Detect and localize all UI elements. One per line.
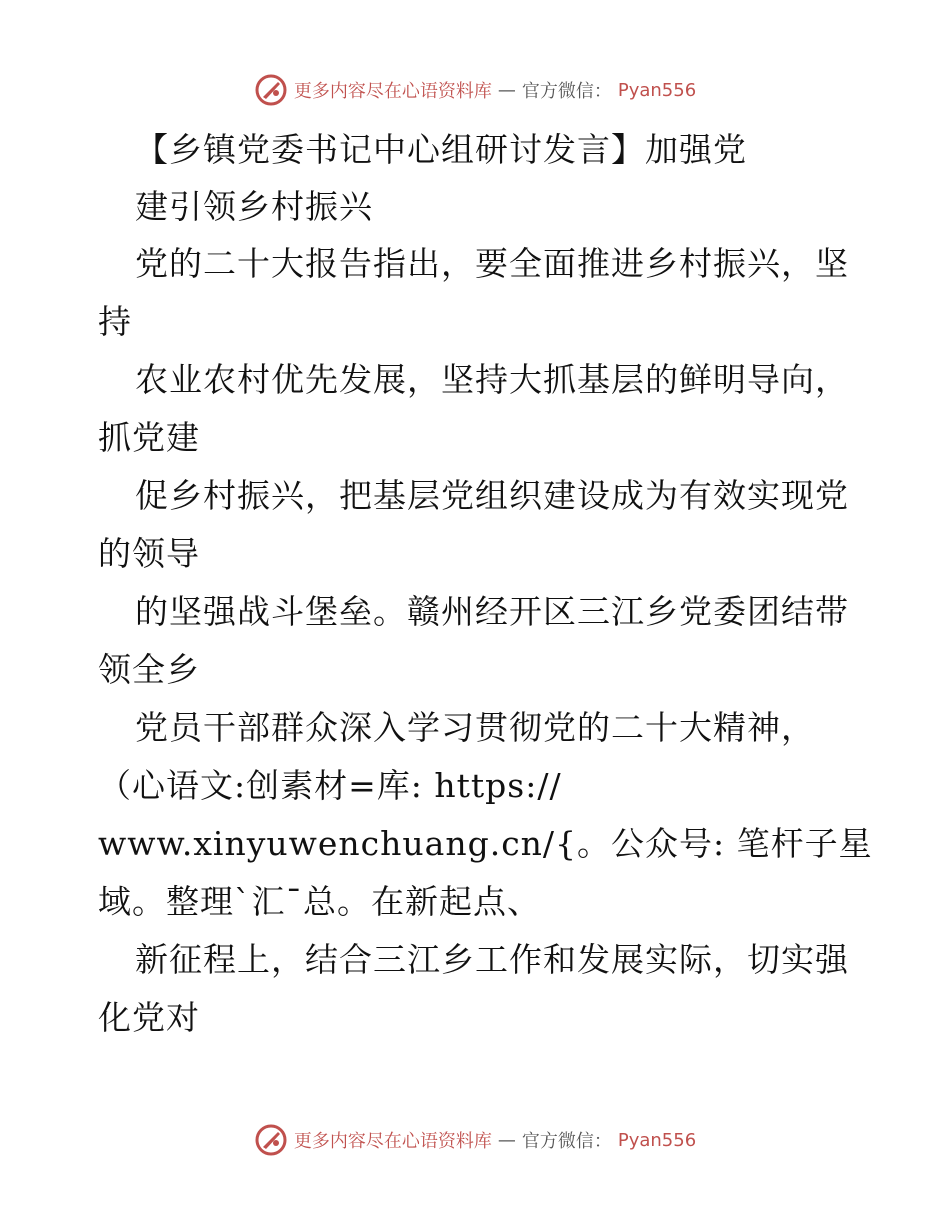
quill-seal-icon bbox=[254, 1123, 288, 1157]
document-title-line-1: 【乡镇党委书记中心组研讨发言】加强党 bbox=[135, 130, 747, 169]
paragraph-line: 新征程上，结合三江乡工作和发展实际，切实强 bbox=[135, 940, 849, 979]
paragraph-line: 农业农村优先发展，坚持大抓基层的鲜明导向， bbox=[135, 360, 849, 399]
paragraph-line: 党员干部群众深入学习贯彻党的二十大精神， bbox=[135, 708, 815, 747]
paragraph-line: 化党对 bbox=[98, 998, 200, 1037]
document-title-line-2: 建引领乡村振兴 bbox=[135, 187, 373, 226]
paragraph-line: 抓党建 bbox=[98, 418, 200, 457]
paragraph-line: 域。整理`汇¯总。在新起点、 bbox=[98, 882, 541, 921]
watermark-official-label: 官方微信： bbox=[521, 81, 612, 102]
watermark-footer bbox=[0, 1120, 950, 1160]
quill-seal-icon bbox=[254, 73, 288, 107]
watermark-header bbox=[0, 70, 950, 110]
paragraph-line: 领全乡 bbox=[98, 650, 200, 689]
paragraph-line: 持 bbox=[98, 302, 132, 341]
paragraph-line: 党的二十大报告指出，要全面推进乡村振兴，坚 bbox=[135, 244, 849, 283]
paragraph-line: 的领导 bbox=[98, 534, 200, 573]
paragraph-line: （心语文:创素材=库: https:// bbox=[98, 766, 562, 805]
watermark-separator: — bbox=[497, 1129, 516, 1151]
paragraph-line: www.xinyuwenchuang.cn/{。公众号: 笔杆子星 bbox=[98, 824, 873, 863]
paragraph-line: 促乡村振兴，把基层党组织建设成为有效实现党 bbox=[135, 476, 849, 515]
paragraph-line: 的坚强战斗堡垒。赣州经开区三江乡党委团结带 bbox=[135, 592, 849, 631]
watermark-official-label: 官方微信： bbox=[521, 1131, 612, 1152]
watermark-brand: 更多内容尽在心语资料库 bbox=[293, 1131, 492, 1152]
watermark-separator: — bbox=[497, 79, 516, 101]
watermark-brand: 更多内容尽在心语资料库 bbox=[293, 81, 492, 102]
watermark-wechat-id: Pyan556 bbox=[617, 1129, 697, 1151]
watermark-wechat-id: Pyan556 bbox=[617, 79, 697, 101]
